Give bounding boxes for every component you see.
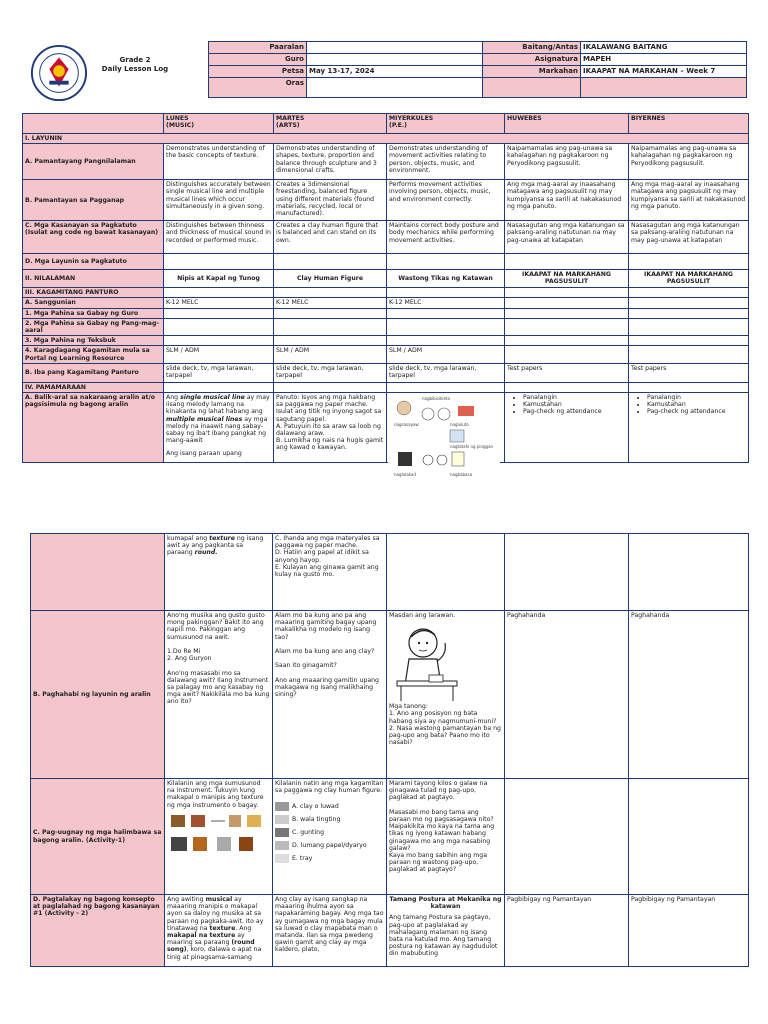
cell: Distinguishes accurately between single musical line and multiple musical lines which occur simultaneously in a given song.	[164, 180, 274, 221]
caption-4: naglalakad	[394, 472, 416, 478]
pagtalakay-monday: Ang awiting musical ay maaaring manipis o makapal ayon sa daloy ng musika at sa paraan ng pagkaka-awit. Ito ay tinatawag na texture. Ang makapal na texture ay maaring sa paraang (round song), koro, dalawa o apat na tinig at pinagsama-samang	[165, 895, 273, 967]
row-label-balik-aral: A. Balik-aral sa nakaraang aralin at/o pagsisimula ng bagong aralin	[23, 393, 164, 463]
material-item: E. tray	[292, 855, 313, 863]
deped-seal-icon	[30, 44, 88, 102]
cell: Performs movement activities involving person, objects, music, and environment correctly.	[387, 180, 505, 221]
paghahabi-tuesday: Alam mo ba kung ano pa ang maaaring gamiting bagay upang makalikha ng modelo ng isang tao? Alam mo ba kung ano ang clay? Saan ito ginagamit? Ano ang maaaring gamitin upang makagawa ng isang malikhaing sining?	[273, 611, 387, 779]
cell: Wastong Tikas ng Katawan	[387, 270, 505, 288]
violin-icon	[191, 815, 205, 827]
row-label-paghahabi: B. Paghahabi ng layunin ng aralin	[31, 611, 165, 779]
row-label-gabay-guro: 1. Mga Pahina sa Gabay ng Guro	[23, 308, 164, 318]
cell: slide deck, tv, mga larawan, tarpapel	[387, 363, 505, 382]
drum-icon	[229, 815, 241, 827]
paguugnay-monday: Kilalanin ang mga sumusunod na instrument. Tukuyin kung makapal o manipis ang texture ng mga instrumento o bagay.	[165, 779, 273, 895]
day-monday: LUNES (MUSIC)	[164, 114, 274, 134]
cell: SLM / ADM	[164, 346, 274, 363]
cell: slide deck, tv, mga larawan, tarpapel	[164, 363, 274, 382]
label-markahan: Markahan	[483, 66, 581, 78]
label-asignatura: Asignatura	[483, 54, 581, 66]
grade-label: Grade 2	[119, 56, 151, 64]
page-1	[0, 0, 768, 500]
material-item: D. lumang papel/dyaryo	[292, 842, 367, 850]
day-tuesday: MARTES (ARTS)	[274, 114, 387, 134]
empty-cell	[483, 78, 581, 98]
cell: SLM / ADM	[387, 346, 505, 363]
cell: Demonstrates understanding of shapes, texture, proportion and balance through sculpture and 3 dimensional crafts.	[274, 144, 387, 180]
row-label-continued	[31, 534, 165, 611]
label-guro: Guro	[209, 54, 307, 66]
day-friday: BIYERNES	[629, 114, 749, 134]
cell: Test papers	[505, 363, 629, 382]
material-item: B. wala tingting	[292, 816, 341, 824]
balik-aral-wednesday	[387, 393, 505, 478]
value-paaralan	[307, 42, 483, 54]
cell: Ang mga mag-aaral ay inaasahang matagawa ang pagsusulit ng may kumpiyansa sa sarili at nakakasunod ng mga panuto.	[505, 180, 629, 221]
caption-0: nagbibisikleta	[422, 396, 450, 402]
page-2	[0, 530, 768, 1024]
day-thursday: HUWEBES	[505, 114, 629, 134]
piano-icon	[171, 837, 187, 851]
trumpet-icon	[247, 815, 261, 827]
header-table	[208, 41, 747, 98]
cell: Distinguishes between thinness and thickness of musical sound in recorded or performed music.	[164, 221, 274, 254]
paghahabi-thursday: Paghahanda	[505, 611, 629, 779]
caption-5: nagbabasa	[450, 472, 473, 478]
lesson-table-continued	[30, 533, 749, 967]
label-petsa: Petsa	[209, 66, 307, 78]
cello-icon	[193, 837, 207, 851]
cell: Nasasagutan ang mga katanungan sa paksang-araling natutunan na may pag-unawa at katapatan	[505, 221, 629, 254]
list-item: • Pag-check ng attendance	[523, 408, 626, 415]
label-oras: Oras	[209, 78, 307, 98]
value-asignatura: MAPEH	[581, 54, 747, 66]
list-item: • Panalangin	[647, 394, 746, 401]
balik-aral-thursday	[505, 393, 629, 463]
row-label-pamamaraan: IV. PAMAMARAAN	[23, 382, 164, 392]
paghahabi-wednesday: Masdan ang larawan. Mga tanong: 1. Ano ang posisyon ng bata habang siya ay nagmumuni-muni? 2. Nasa wastong pamantayan ba ng pag-upo ang bata? Paano mo ito nasabi?	[387, 611, 505, 779]
row-label-gabay-mag: 2. Mga Pahina sa Gabay ng Pang-mag-aaral	[23, 318, 164, 335]
cell: Naipamamalas ang pag-unawa sa kahalagahan ng pagkakaroon ng Peryodikong pagsusulit.	[505, 144, 629, 180]
value-guro	[307, 54, 483, 66]
value-oras	[307, 78, 483, 98]
cell: Nasasagutan ang mga katanungan sa paksang-araling natutunan na may pag-unawa at katapatan	[629, 221, 749, 254]
continued-monday: kumapal ang texture ng isang awit ay ang pagkanta sa paraang round.	[165, 534, 273, 611]
row-label-karagdagang: 4. Karagdagang Kagamitan mula sa Portal ng Learning Resource	[23, 346, 164, 363]
balik-aral-monday: Ang single musical line ay may iisang melody lamang na kinakanta ng lahat habang ang multiple musical lines ay mga melody na inaawit nang sabay-sabay ng iba't ibang pangkat ng mang-aawit Ang isang paraan upang	[164, 393, 274, 463]
thinking-boy-picture	[389, 621, 473, 703]
list-item: • Kamustahan	[647, 401, 746, 408]
row-label-paguugnay: C. Pag-uugnay ng mga halimbawa sa bagong aralin. (Activity-1)	[31, 779, 165, 895]
pagtalakay-wednesday: Tamang Postura at Mekanika ng katawan Ang tamang Postura sa pagtayo, pag-upo at paglalakad ay mahalagang malaman ng isang bata na katulad mo. Ang tamang postura ng katawan ay nagdudulot din mabubuting	[387, 895, 505, 967]
paguugnay-wednesday: Marami tayong kilos o galaw na ginagawa tulad ng pag-upo, paglakad at pagtayo. Masasabi mo bang tama ang paraan mo ng pagsasagawa nito? Maipakikita mo kaya na tama ang tikas ng iyong katawan habang ginagawa mo ang mga nasabing galaw? Kaya mo bang sabihin ang mga paraan ng wastong pag-upo, paglakad at pagtayo?	[387, 779, 505, 895]
cell: Test papers	[629, 363, 749, 382]
list-item: • Pag-check ng attendance	[647, 408, 746, 415]
label-paaralan: Paaralan	[209, 42, 307, 54]
cell: Creates a clay human figure that is balanced and can stand on its own.	[274, 221, 387, 254]
paghahabi-friday: Paghahanda	[629, 611, 749, 779]
row-label-kagamitan: III. KAGAMITANG PANTURO	[23, 288, 164, 298]
cell: Nipis at Kapal ng Tunog	[164, 270, 274, 288]
material-item: A. clay o luwad	[292, 803, 339, 811]
cell: K-12 MELC	[274, 298, 387, 308]
lesson-table	[22, 113, 749, 478]
row-label-kasanayan: C. Mga Kasanayan sa Pagkatuto (Isulat ang code ng bawat kasanayan)	[23, 221, 164, 254]
log-title: Daily Lesson Log	[101, 65, 169, 73]
title-block	[100, 56, 170, 74]
label-baitang: Baitang/Antas	[483, 42, 581, 54]
row-label-pamantayang: A. Pamantayang Pangnilalaman	[23, 144, 164, 180]
flute-icon	[217, 837, 231, 851]
cell: Naipamamalas ang pag-unawa sa kahalagahan ng pagkakaroon ng Peryodikong pagsusulit.	[629, 144, 749, 180]
pagtalakay-friday: Pagbibigay ng Pamantayan	[629, 895, 749, 967]
cell: IKAAPAT NA MARKAHANG PAGSUSULIT	[505, 270, 629, 288]
cell: Clay Human Figure	[274, 270, 387, 288]
row-label-pagtalakay: D. Pagtalakay ng bagong konsepto at paglalahad ng bagong kasanayan #1 (Activity - 2)	[31, 895, 165, 967]
cell: slide deck, tv, mga larawan, tarpapel	[274, 363, 387, 382]
pagtalakay-thursday: Pagbibigay ng Pamantayan	[505, 895, 629, 967]
row-label-teksbuk: 3. Mga Pahina ng Teksbuk	[23, 336, 164, 346]
row-label-nilalaman: II. NILALAMAN	[23, 270, 164, 288]
paguugnay-tuesday: Kilalanin natin ang mga kagamitan sa paggawa ng clay human figure. A. clay o luwad B. wala tingting C. gunting D. lumang papel/dyaryo E. tray	[273, 779, 387, 895]
cell: K-12 MELC	[164, 298, 274, 308]
material-item: C. gunting	[292, 829, 325, 837]
instruments-picture	[167, 811, 269, 857]
row-label-sanggunian: A. Sanggunian	[23, 298, 164, 308]
cell: Demonstrates understanding of the basic concepts of texture.	[164, 144, 274, 180]
row-label-iba-pang: B. Iba pang Kagamitang Panturo	[23, 363, 164, 382]
value-petsa: May 13-17, 2024	[307, 66, 483, 78]
continued-tuesday: C. Ihanda ang mga materyales sa paggawa ng paper mache. D. Hatiin ang papel at idikit sa anyong hayop. E. Kulayan ang ginawa gamit ang kulay na gusto mo.	[273, 534, 387, 611]
value-baitang: IKALAWANG BAITANG	[581, 42, 747, 54]
corner-cell	[23, 114, 164, 134]
caption-1: nagsasayaw	[394, 422, 419, 428]
row-label-layunin-d: D. Mga Layunin sa Pagkatuto	[23, 254, 164, 270]
cell: K-12 MELC	[387, 298, 505, 308]
cell: Demonstrates understanding of movement activities relating to person, objects, music, and environment.	[387, 144, 505, 180]
caption-3: nagtatahi ng pinggan	[450, 444, 494, 450]
paghahabi-monday: Ano'ng musika ang gusto gusto mong pakinggan? Bakit ito ang napili mo. Pakinggan ang sumusunod na awit. 1.Do Re Mi 2. Ang Guryon Ano'ng masasabi mo sa dalawang awit? Ilang instrument sa palagay mo ang kasabay ng mga awit? Nakikilala mo ba kung ano ito?	[165, 611, 273, 779]
cell: Ang mga mag-aaral ay inaasahang matagawa ang pagsusulit ng may kumpiyansa sa sarili at nakakasunod ng mga panuto.	[629, 180, 749, 221]
balik-aral-tuesday: Panuto: Isyos ang mga hakbang sa paggawa ng paper mache. Isulat ang titik ng inyong sagot sa sagutang papel. A. Patuyuin ito sa araw sa loob ng dalawang araw. B. Lumikha ng nais na hugis gamit ang kawad o kawayan.	[274, 393, 387, 463]
pagtalakay-tuesday: Ang clay ay isang sangkap na maaaring ihulma ayon sa napakaraming bagay. Ang mga tao ay gumagawa ng mga bagay mula sa luwad o clay mapabata man o matanda. Ilan sa mga pwedeng gawin gamit ang clay ay mga kaldero, plato,	[273, 895, 387, 967]
day-wednesday: MIYERKULES (P.E.)	[387, 114, 505, 134]
harp-icon	[239, 837, 253, 851]
guitar-icon	[171, 815, 185, 827]
cell: Maintains correct body posture and body mechanics while performing movement activities.	[387, 221, 505, 254]
cell: SLM / ADM	[274, 346, 387, 363]
section-layunin: I. LAYUNIN	[23, 134, 749, 144]
row-label-pagganap: B. Pamantayan sa Pagganap	[23, 180, 164, 221]
empty-cell	[581, 78, 747, 98]
list-item: • Kamustahan	[523, 401, 626, 408]
cell: IKAAPAT NA MARKAHANG PAGSUSULIT	[629, 270, 749, 288]
cell: Creates a 3dimensional freestanding, balanced figure using different materials (found materials, recycled, local or manufactured).	[274, 180, 387, 221]
balik-aral-friday	[629, 393, 749, 463]
activity-pictures	[388, 394, 500, 480]
list-item: • Panalangin	[523, 394, 626, 401]
caption-2: nagluluto	[450, 422, 469, 428]
value-markahan: IKAAPAT NA MARKAHAN – Week 7	[581, 66, 747, 78]
